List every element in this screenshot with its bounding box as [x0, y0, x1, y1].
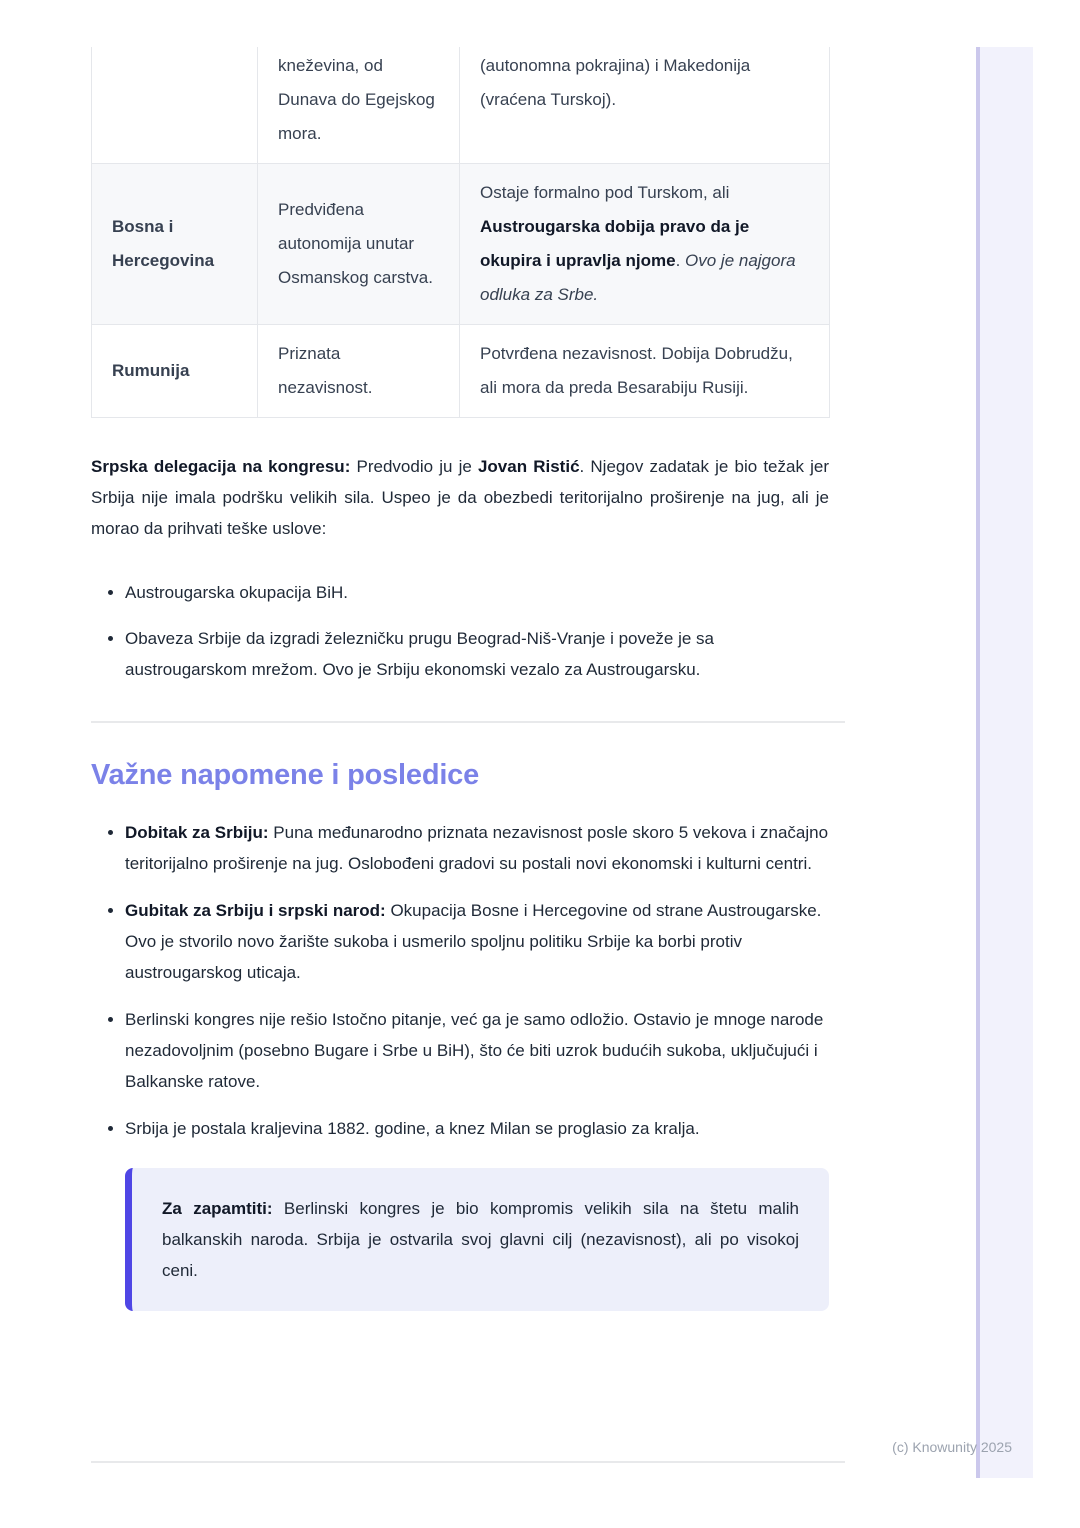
paragraph-lead-bold: Srpska delegacija na kongresu: — [91, 457, 351, 476]
list-item-text: Puna međunarodno priznata nezavisnost posle skoro 5 vekova i značajno teritorijalno proširenje na jug. Oslobođeni gradovi su postali novi ekonomski i kulturni centri. — [125, 823, 829, 873]
list-item-text: Srbija je postala kraljevina 1882. godine, a knez Milan se proglasio za kralja. — [125, 1119, 700, 1138]
congress-decisions-table — [91, 47, 830, 418]
callout-note — [125, 1168, 829, 1311]
list-item: • Obaveza Srbije da izgradi železničku prugu Beograd-Niš-Vranje i poveže je sa austrougarskom mrežom. Ovo je Srbiju ekonomski vezalo za Austrougarsku. — [125, 623, 829, 685]
callout-text: Berlinski kongres je bio kompromis velikih sila na štetu malih balkanskih naroda. Srbija je ostvarila svoj glavni cilj (nezavisnost), ali po visokoj ceni. — [162, 1199, 799, 1280]
list-item-text: Berlinski kongres nije rešio Istočno pitanje, već ga je samo odložio. Ostavio je mnoge narode nezadovoljnim (posebno Bugare i Srbe u BiH), što će biti uzrok budućih sukoba, uključujući i Balkanske ratove. — [125, 1010, 824, 1091]
consequence-separator: . — [675, 251, 686, 270]
paragraph-text: . Njegov zadatak je bio težak jer Srbija nije imala podršku velikih sila. Uspeo je da obezbedi teritorijalno proširenje na jug, ali je morao da prihvati teške uslove: — [91, 457, 830, 538]
table-cell-consequence: (autonomna pokrajina) i Makedonija (vraćena Turskoj). — [460, 47, 830, 164]
table-cell-decision: Predviđena autonomija unutar Osmanskog carstva. — [258, 164, 460, 325]
copyright-notice: (c) Knowunity 2025 — [892, 1439, 1012, 1455]
table-cell-name: Bosna i Hercegovina — [92, 164, 258, 325]
delegation-paragraph — [91, 451, 829, 544]
section-heading: Važne napomene i posledice — [91, 759, 480, 791]
page-bottom-divider — [91, 1461, 845, 1463]
person-name-bold: Jovan Ristić — [477, 457, 580, 476]
list-item — [125, 895, 829, 988]
list-item — [125, 1113, 829, 1144]
table-row — [92, 164, 830, 325]
table-cell-decision: Priznata nezavisnost. — [258, 325, 460, 418]
conditions-list — [91, 577, 829, 685]
table-cell-consequence — [460, 164, 830, 325]
table-row — [92, 325, 830, 418]
consequence-text: Ostaje formalno pod Turskom, ali — [480, 183, 730, 202]
list-item — [125, 817, 829, 879]
list-item-bold-lead: Gubitak za Srbiju i srpski narod: — [125, 901, 386, 920]
callout-bold-lead: Za zapamtiti: — [162, 1199, 273, 1218]
consequence-bold-text: Austrougarska dobija pravo da je okupira i upravlja njome — [480, 217, 750, 270]
page-content — [91, 0, 829, 1311]
consequence-italic-text: Ovo je najgora odluka za Srbe. — [480, 251, 796, 304]
table-cell-consequence: Potvrđena nezavisnost. Dobija Dobrudžu, ali mora da preda Besarabiju Rusiji. — [460, 325, 830, 418]
list-item — [125, 1004, 829, 1097]
table-row — [92, 47, 830, 164]
paragraph-text: Predvodio ju je — [350, 457, 478, 476]
notes-list — [91, 817, 829, 1144]
table-cell-name: Rumunija — [92, 325, 258, 418]
section-divider — [91, 721, 845, 723]
table-cell-decision: kneževina, od Dunava do Egejskog mora. — [258, 47, 460, 164]
table-cell-name — [92, 47, 258, 164]
list-item: • Austrougarska okupacija BiH. — [125, 577, 829, 608]
list-item-text: Okupacija Bosne i Hercegovine od strane Austrougarske. Ovo je stvorilo novo žarište sukoba i usmerilo spoljnu politiku Srbije ka borbi protiv austrougarskog uticaja. — [125, 901, 822, 982]
list-item-bold-lead: Dobitak za Srbiju: — [125, 823, 269, 842]
page-edge-strip — [976, 47, 1033, 1478]
